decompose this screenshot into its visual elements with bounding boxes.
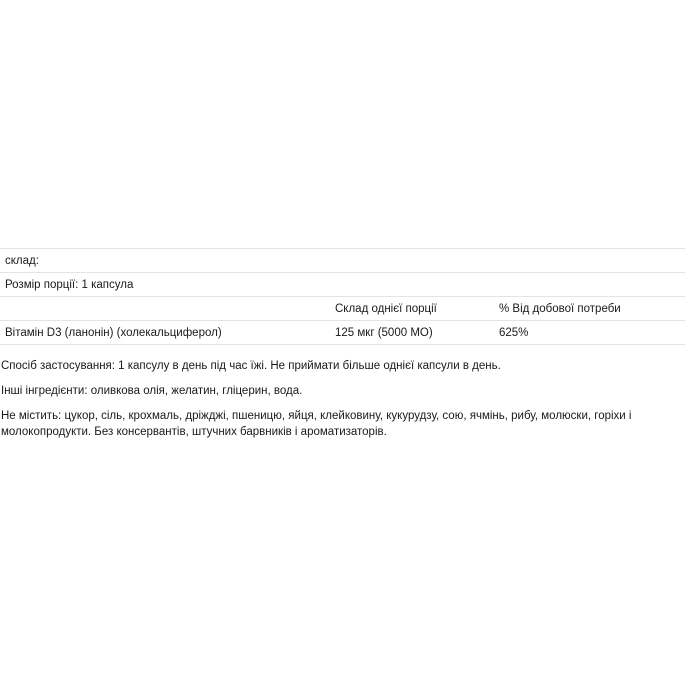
facts-title: склад: — [5, 255, 39, 267]
ingredient-daily-value: 625% — [499, 327, 529, 339]
free-of-statement: Не містить: цукор, сіль, крохмаль, дріжджі, пшеницю, яйця, клейковину, кукурудзу, сою, ячмінь, рибу, молюски, горіхи і молокопродукти. Без консервантів, штучних барвників і ароматизаторів. — [1, 410, 632, 438]
supplement-facts-table — [0, 248, 685, 345]
facts-title-row — [0, 248, 685, 272]
ingredient-amount: 125 мкг (5000 МО) — [335, 327, 433, 339]
usage-instructions: Спосіб застосування: 1 капсулу в день під час їжі. Не приймати більше однієї капсули в день. — [1, 360, 501, 372]
serving-size: Розмір порції: 1 капсула — [5, 279, 134, 291]
ingredient-row — [0, 320, 685, 345]
ingredient-name: Вітамін D3 (ланонін) (холекальциферол) — [5, 327, 222, 339]
product-notes — [1, 358, 681, 449]
serving-size-row — [0, 272, 685, 296]
daily-value-column-header: % Від добової потреби — [499, 303, 621, 315]
amount-column-header: Склад однієї порції — [335, 303, 437, 315]
facts-header-row — [0, 296, 685, 320]
other-ingredients: Інші інгредієнти: оливкова олія, желатин, гліцерин, вода. — [1, 385, 303, 397]
